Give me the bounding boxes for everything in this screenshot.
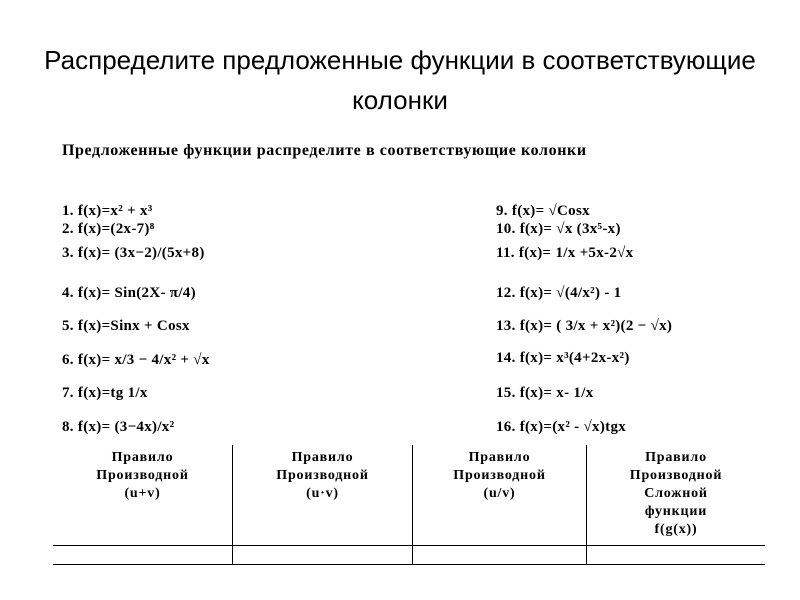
task-instruction: Предложенные функции распределите в соответствующие колонки — [62, 142, 587, 159]
function-1: 1. f(x)=x² + x³ — [62, 203, 153, 219]
table-row-line — [53, 564, 765, 565]
function-8: 8. f(x)= (3−4x)/x² — [62, 419, 175, 435]
table-row-line — [53, 545, 765, 546]
function-2: 2. f(x)=(2x-7)⁸ — [62, 221, 155, 237]
function-12: 12. f(x)= √(4/x²) - 1 — [496, 285, 622, 301]
slide-title: Распределите предложенные функции в соответствующие колонки — [44, 45, 756, 115]
function-11: 11. f(x)= 1/x +5x-2√x — [496, 245, 634, 261]
rules-table — [53, 445, 765, 565]
function-9: 9. f(x)= √Cosx — [496, 203, 590, 219]
function-5: 5. f(x)=Sinx + Cosx — [62, 318, 190, 334]
function-3: 3. f(x)= (3x−2)/(5x+8) — [62, 245, 205, 261]
function-4: 4. f(x)= Sin(2X- π/4) — [62, 285, 196, 301]
function-6: 6. f(x)= x/3 − 4/x² + √x — [62, 352, 210, 368]
function-7: 7. f(x)=tg 1/x — [62, 385, 148, 401]
function-16: 16. f(x)=(x² - √x)tgx — [496, 419, 627, 435]
column-header-product-rule: Правило Производной (u·v) — [276, 450, 369, 501]
function-14: 14. f(x)= x³(4+2x-x²) — [496, 350, 630, 366]
function-10: 10. f(x)= √x (3x⁵-x) — [496, 221, 621, 237]
function-15: 15. f(x)= x- 1/x — [496, 385, 594, 401]
column-header-quotient-rule: Правило Производной (u/v) — [453, 450, 546, 501]
column-header-chain-rule: Правило Производной Сложной функции f(g(x)) — [629, 450, 723, 537]
column-header-sum-rule: Правило Производной (u+v) — [96, 450, 189, 501]
function-13: 13. f(x)= ( 3/x + x²)(2 − √x) — [496, 318, 673, 334]
